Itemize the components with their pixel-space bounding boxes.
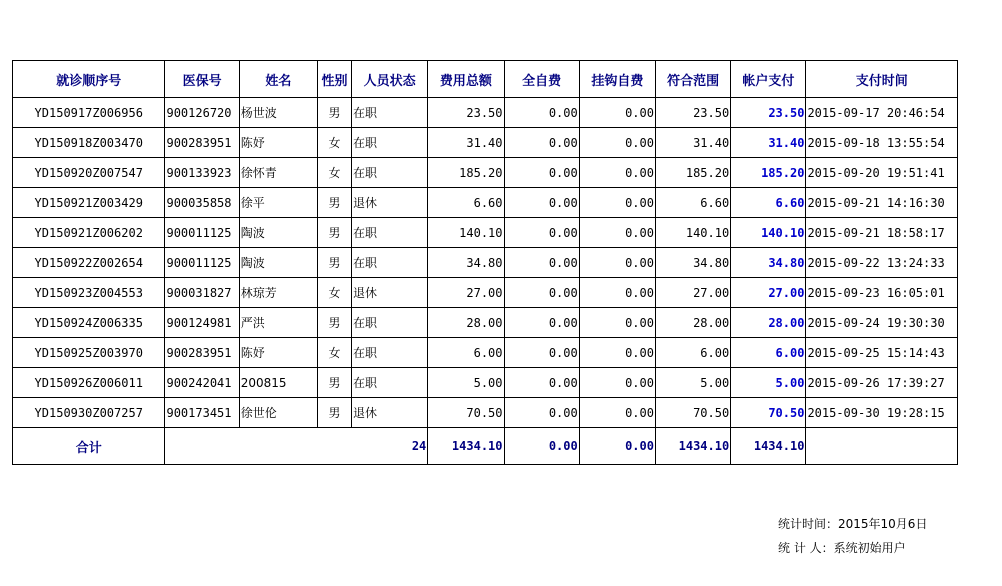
cell-linked-self-pay: 0.00 [579, 398, 655, 428]
cell-gender: 男 [317, 398, 351, 428]
cell-account-pay: 140.10 [731, 218, 806, 248]
cell-account-pay: 6.00 [731, 338, 806, 368]
cell-account-pay: 5.00 [731, 368, 806, 398]
cell-in-scope: 28.00 [655, 308, 730, 338]
total-self-pay: 0.00 [504, 428, 579, 465]
cell-name: 林琼芳 [239, 278, 317, 308]
stat-person: 统 计 人：系统初始用户 [778, 541, 906, 555]
cell-account-pay: 31.40 [731, 128, 806, 158]
cell-insurance-no: 900283951 [165, 128, 239, 158]
col-header-pay-time: 支付时间 [806, 61, 958, 98]
cell-linked-self-pay: 0.00 [579, 158, 655, 188]
cell-fee-total: 140.10 [428, 218, 504, 248]
cell-status: 退休 [352, 278, 428, 308]
cell-name: 杨世波 [239, 98, 317, 128]
cell-pay-time: 2015-09-20 19:51:41 [806, 158, 958, 188]
cell-status: 在职 [352, 308, 428, 338]
cell-status: 在职 [352, 338, 428, 368]
cell-status: 在职 [352, 218, 428, 248]
cell-self-pay: 0.00 [504, 98, 579, 128]
cell-self-pay: 0.00 [504, 398, 579, 428]
cell-visit-no: YD150924Z006335 [13, 308, 165, 338]
total-label: 合计 [13, 428, 165, 465]
cell-insurance-no: 900011125 [165, 248, 239, 278]
cell-in-scope: 6.00 [655, 338, 730, 368]
cell-name: 徐世伦 [239, 398, 317, 428]
cell-visit-no: YD150930Z007257 [13, 398, 165, 428]
cell-linked-self-pay: 0.00 [579, 248, 655, 278]
table-row [13, 158, 958, 188]
cell-account-pay: 6.60 [731, 188, 806, 218]
col-header-linked-self-pay: 挂钩自费 [579, 61, 655, 98]
cell-account-pay: 28.00 [731, 308, 806, 338]
cell-visit-no: YD150926Z006011 [13, 368, 165, 398]
total-row [13, 428, 958, 465]
cell-insurance-no: 900126720 [165, 98, 239, 128]
cell-pay-time: 2015-09-18 13:55:54 [806, 128, 958, 158]
cell-in-scope: 5.00 [655, 368, 730, 398]
cell-gender: 女 [317, 278, 351, 308]
total-fee: 1434.10 [428, 428, 504, 465]
cell-fee-total: 31.40 [428, 128, 504, 158]
cell-in-scope: 34.80 [655, 248, 730, 278]
cell-name: 徐怀青 [239, 158, 317, 188]
header-row [13, 61, 958, 98]
cell-name: 徐平 [239, 188, 317, 218]
cell-self-pay: 0.00 [504, 248, 579, 278]
cell-pay-time: 2015-09-30 19:28:15 [806, 398, 958, 428]
table-row [13, 278, 958, 308]
col-header-visit-no: 就诊顺序号 [13, 61, 165, 98]
cell-gender: 女 [317, 158, 351, 188]
table-row [13, 128, 958, 158]
cell-account-pay: 185.20 [731, 158, 806, 188]
cell-account-pay: 23.50 [731, 98, 806, 128]
cell-visit-no: YD150917Z006956 [13, 98, 165, 128]
cell-linked-self-pay: 0.00 [579, 98, 655, 128]
col-header-insurance-no: 医保号 [165, 61, 239, 98]
total-empty-cell [806, 428, 958, 465]
cell-self-pay: 0.00 [504, 338, 579, 368]
cell-insurance-no: 900124981 [165, 308, 239, 338]
table-body [13, 98, 958, 428]
cell-in-scope: 140.10 [655, 218, 730, 248]
cell-status: 退休 [352, 398, 428, 428]
cell-insurance-no: 900031827 [165, 278, 239, 308]
cell-in-scope: 27.00 [655, 278, 730, 308]
cell-fee-total: 6.60 [428, 188, 504, 218]
cell-gender: 女 [317, 128, 351, 158]
cell-gender: 男 [317, 218, 351, 248]
stat-time: 统计时间：2015年10月6日 [778, 517, 928, 531]
table-row [13, 338, 958, 368]
cell-visit-no: YD150921Z003429 [13, 188, 165, 218]
cell-in-scope: 23.50 [655, 98, 730, 128]
cell-pay-time: 2015-09-22 13:24:33 [806, 248, 958, 278]
cell-pay-time: 2015-09-21 14:16:30 [806, 188, 958, 218]
cell-gender: 女 [317, 338, 351, 368]
cell-self-pay: 0.00 [504, 158, 579, 188]
cell-fee-total: 27.00 [428, 278, 504, 308]
cell-visit-no: YD150918Z003470 [13, 128, 165, 158]
cell-in-scope: 6.60 [655, 188, 730, 218]
col-header-fee-total: 费用总额 [428, 61, 504, 98]
cell-linked-self-pay: 0.00 [579, 218, 655, 248]
cell-name: 陶波 [239, 248, 317, 278]
cell-insurance-no: 900173451 [165, 398, 239, 428]
cell-linked-self-pay: 0.00 [579, 188, 655, 218]
cell-status: 退休 [352, 188, 428, 218]
cell-pay-time: 2015-09-23 16:05:01 [806, 278, 958, 308]
cell-in-scope: 70.50 [655, 398, 730, 428]
cell-visit-no: YD150923Z004553 [13, 278, 165, 308]
cell-fee-total: 34.80 [428, 248, 504, 278]
cell-pay-time: 2015-09-25 15:14:43 [806, 338, 958, 368]
cell-in-scope: 185.20 [655, 158, 730, 188]
settlement-table [12, 60, 958, 465]
cell-fee-total: 5.00 [428, 368, 504, 398]
cell-name: 陈妤 [239, 338, 317, 368]
cell-pay-time: 2015-09-24 19:30:30 [806, 308, 958, 338]
cell-linked-self-pay: 0.00 [579, 308, 655, 338]
cell-gender: 男 [317, 248, 351, 278]
cell-insurance-no: 900011125 [165, 218, 239, 248]
cell-fee-total: 28.00 [428, 308, 504, 338]
cell-self-pay: 0.00 [504, 308, 579, 338]
cell-status: 在职 [352, 248, 428, 278]
cell-status: 在职 [352, 158, 428, 188]
col-header-gender: 性别 [317, 61, 351, 98]
cell-linked-self-pay: 0.00 [579, 338, 655, 368]
cell-gender: 男 [317, 188, 351, 218]
cell-fee-total: 6.00 [428, 338, 504, 368]
table-row [13, 308, 958, 338]
cell-name: 200815 [239, 368, 317, 398]
cell-visit-no: YD150925Z003970 [13, 338, 165, 368]
table-row [13, 188, 958, 218]
cell-visit-no: YD150921Z006202 [13, 218, 165, 248]
table-row [13, 218, 958, 248]
cell-status: 在职 [352, 128, 428, 158]
cell-gender: 男 [317, 98, 351, 128]
cell-linked-self-pay: 0.00 [579, 278, 655, 308]
table-row [13, 368, 958, 398]
cell-self-pay: 0.00 [504, 188, 579, 218]
cell-pay-time: 2015-09-21 18:58:17 [806, 218, 958, 248]
cell-visit-no: YD150920Z007547 [13, 158, 165, 188]
cell-self-pay: 0.00 [504, 368, 579, 398]
cell-self-pay: 0.00 [504, 218, 579, 248]
cell-status: 在职 [352, 368, 428, 398]
col-header-status: 人员状态 [352, 61, 428, 98]
cell-linked-self-pay: 0.00 [579, 128, 655, 158]
cell-insurance-no: 900242041 [165, 368, 239, 398]
col-header-self-pay: 全自费 [504, 61, 579, 98]
cell-status: 在职 [352, 98, 428, 128]
total-count: 24 [165, 428, 428, 465]
col-header-in-scope: 符合范围 [655, 61, 730, 98]
cell-fee-total: 23.50 [428, 98, 504, 128]
col-header-name: 姓名 [239, 61, 317, 98]
cell-self-pay: 0.00 [504, 128, 579, 158]
cell-insurance-no: 900133923 [165, 158, 239, 188]
cell-name: 陈妤 [239, 128, 317, 158]
cell-insurance-no: 900035858 [165, 188, 239, 218]
total-in-scope: 1434.10 [655, 428, 730, 465]
cell-pay-time: 2015-09-17 20:46:54 [806, 98, 958, 128]
cell-name: 严洪 [239, 308, 317, 338]
total-account-pay: 1434.10 [731, 428, 806, 465]
col-header-account-pay: 帐户支付 [731, 61, 806, 98]
cell-gender: 男 [317, 308, 351, 338]
total-linked-self-pay: 0.00 [579, 428, 655, 465]
cell-account-pay: 34.80 [731, 248, 806, 278]
table-row [13, 98, 958, 128]
table-row [13, 248, 958, 278]
cell-self-pay: 0.00 [504, 278, 579, 308]
table-row [13, 398, 958, 428]
cell-visit-no: YD150922Z002654 [13, 248, 165, 278]
cell-in-scope: 31.40 [655, 128, 730, 158]
cell-gender: 男 [317, 368, 351, 398]
cell-linked-self-pay: 0.00 [579, 368, 655, 398]
cell-account-pay: 70.50 [731, 398, 806, 428]
cell-insurance-no: 900283951 [165, 338, 239, 368]
cell-pay-time: 2015-09-26 17:39:27 [806, 368, 958, 398]
cell-fee-total: 70.50 [428, 398, 504, 428]
cell-account-pay: 27.00 [731, 278, 806, 308]
cell-name: 陶波 [239, 218, 317, 248]
cell-fee-total: 185.20 [428, 158, 504, 188]
